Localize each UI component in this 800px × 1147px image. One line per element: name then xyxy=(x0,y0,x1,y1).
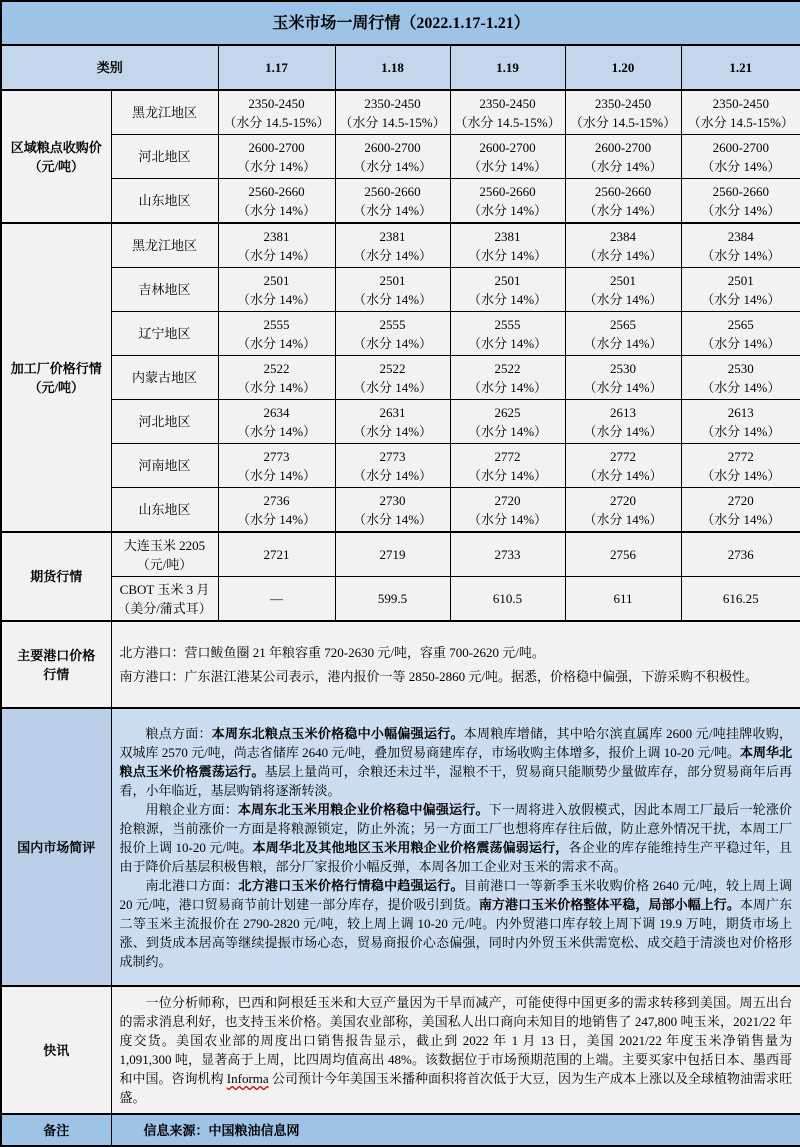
price-cell: 2730 （水分 14%） xyxy=(335,488,450,533)
bold-run: 本周华北粮点玉米价格震荡运行。 xyxy=(119,744,793,779)
column-header-date-1: 1.17 xyxy=(218,45,335,90)
section-label-futures: 期货行情 xyxy=(1,532,111,621)
row-name: 河南地区 xyxy=(111,444,218,488)
text-run: 用粮企业方面： xyxy=(145,801,238,817)
price-cell: 2600-2700 （水分 14%） xyxy=(565,135,681,179)
text-run: 下一周将进入放假模式，因此本周工厂最后一轮涨价抢粮源，当前涨价一方面是将粮源锁定，防止外流；另一方面工厂也想将库存往后做，防止意外情况干扰，本周工厂报价上调 10-20 元/吨。 xyxy=(119,801,793,855)
info-source-text: 信息来源：中国粮油信息网 xyxy=(111,1114,800,1146)
price-cell: 2625 （水分 14%） xyxy=(450,400,565,444)
price-cell: 611 xyxy=(565,577,681,622)
paragraph xyxy=(120,800,793,876)
port-price-row xyxy=(1,621,800,708)
spellchecked-word: Informa xyxy=(226,1071,269,1086)
column-header-date-3: 1.19 xyxy=(450,45,565,90)
price-cell: 2350-2450 （水分 14.5-15%） xyxy=(565,90,681,135)
price-cell: 2756 xyxy=(565,532,681,577)
bold-run: 北方港口玉米价格行情稳中趋强运行。 xyxy=(238,877,464,893)
paragraph xyxy=(120,993,793,1107)
price-cell: 2600-2700 （水分 14%） xyxy=(681,135,800,179)
price-cell: 2600-2700 （水分 14%） xyxy=(218,135,335,179)
price-cell: 2350-2450 （水分 14.5-15%） xyxy=(218,90,335,135)
text-run: 粮点方面： xyxy=(145,725,212,741)
price-cell: 2560-2660 （水分 14%） xyxy=(218,179,335,224)
row-name: 大连玉米 2205 （元/吨） xyxy=(111,532,218,577)
price-cell: 2501 （水分 14%） xyxy=(335,268,450,312)
section-label-domestic-review: 国内市场简评 xyxy=(1,708,111,986)
price-row-processing-plant xyxy=(1,356,800,400)
price-cell: 2613 （水分 14%） xyxy=(565,400,681,444)
bold-run: 本周东北玉米用粮企业价格稳中偏强运行。 xyxy=(237,801,489,817)
column-header-date-2: 1.18 xyxy=(335,45,450,90)
text-run: 一位分析师称，巴西和阿根廷玉米和大豆产量因为干旱而减产，可能使得中国更多的需求转移到美国。周五出台的需求消息利好，也支持玉米价格。美国农业部称，美国私人出口商向未知目的地销售了 247,800 吨玉米，2021/22 年度交货。美国农业部的周度出口销售报告显示，截止到 2022 年 1 月 13 日，美国 2021/22 年度玉米净销售量为 1,091,300 吨，显著高于上周，比四周均值高出 48%。该数据位于市场预期范围的上端。主要买家中包括日本、墨西哥和中国。咨询机构 xyxy=(119,995,793,1086)
domestic-review-text xyxy=(111,708,800,986)
column-header-date-4: 1.20 xyxy=(565,45,681,90)
row-name: 山东地区 xyxy=(111,488,218,533)
price-row-processing-plant xyxy=(1,400,800,444)
table-header-row xyxy=(1,45,800,90)
row-name: 黑龙江地区 xyxy=(111,90,218,135)
price-row-processing-plant xyxy=(1,488,800,533)
price-cell: 2736 xyxy=(681,532,800,577)
note-row xyxy=(1,1114,800,1146)
price-cell: 2565 （水分 14%） xyxy=(565,312,681,356)
price-cell: 2501 （水分 14%） xyxy=(218,268,335,312)
price-row-processing-plant xyxy=(1,223,800,268)
port-line: 北方港口：营口鲅鱼圈 21 年粮容重 720-2630 元/吨，容重 700-2620 元/吨。 xyxy=(119,644,545,660)
page-title: 玉米市场一周行情（2022.1.17-1.21） xyxy=(1,1,800,45)
price-cell: 2350-2450 （水分 14.5-15%） xyxy=(450,90,565,135)
text-run: 目前港口一等新季玉米收购价格 2640 元/吨，较上周上调 20 元/吨，港口贸易商节前计划建一部分库存，提价吸引到货。 xyxy=(119,877,793,912)
text-run: 基层上量尚可，余粮还未过半，湿粮不干，贸易商只能顺势少量做库存，部分贸易商年后再看，小年临近，基层购销将逐渐转淡。 xyxy=(119,763,793,798)
row-name: 吉林地区 xyxy=(111,268,218,312)
price-cell: 2522 （水分 14%） xyxy=(335,356,450,400)
row-name: 内蒙古地区 xyxy=(111,356,218,400)
price-cell: 2350-2450 （水分 14.5-15%） xyxy=(335,90,450,135)
price-cell: 2530 （水分 14%） xyxy=(565,356,681,400)
price-cell: 2384 （水分 14%） xyxy=(681,223,800,268)
price-cell: 2721 xyxy=(218,532,335,577)
price-cell: 2631 （水分 14%） xyxy=(335,400,450,444)
price-cell: 2555 （水分 14%） xyxy=(335,312,450,356)
price-row-futures xyxy=(1,577,800,622)
price-cell: 2720 （水分 14%） xyxy=(565,488,681,533)
price-cell: 2381 （水分 14%） xyxy=(335,223,450,268)
price-cell: 2772 （水分 14%） xyxy=(450,444,565,488)
section-label-news-flash: 快讯 xyxy=(1,986,111,1114)
row-name: 河北地区 xyxy=(111,400,218,444)
price-cell: 2501 （水分 14%） xyxy=(681,268,800,312)
price-cell: 2600-2700 （水分 14%） xyxy=(450,135,565,179)
price-cell: 616.25 xyxy=(681,577,800,622)
price-cell: 2555 （水分 14%） xyxy=(218,312,335,356)
price-cell: 2381 （水分 14%） xyxy=(218,223,335,268)
paragraph xyxy=(120,724,793,800)
paragraph xyxy=(120,876,793,971)
price-row-processing-plant xyxy=(1,268,800,312)
price-cell: 2555 （水分 14%） xyxy=(450,312,565,356)
price-cell: 2772 （水分 14%） xyxy=(565,444,681,488)
price-cell: 2522 （水分 14%） xyxy=(218,356,335,400)
port-price-text xyxy=(111,621,800,708)
price-row-processing-plant xyxy=(1,312,800,356)
price-cell: 2773 （水分 14%） xyxy=(218,444,335,488)
price-cell: 2613 （水分 14%） xyxy=(681,400,800,444)
row-name: 辽宁地区 xyxy=(111,312,218,356)
price-cell: 2560-2660 （水分 14%） xyxy=(681,179,800,224)
price-cell: 2634 （水分 14%） xyxy=(218,400,335,444)
price-cell: 2530 （水分 14%） xyxy=(681,356,800,400)
text-run: 各企业的库存能维持生产平稳过年，且由于降价后基层积极售粮，部分厂家报价小幅反弹，本周各加工企业对玉米的需求不高。 xyxy=(119,839,793,874)
news-flash-text xyxy=(111,986,800,1114)
bold-run: 本周东北粮点玉米价格稳中小幅偏强运行。 xyxy=(211,725,464,741)
column-header-category: 类别 xyxy=(1,45,218,90)
price-cell: 599.5 xyxy=(335,577,450,622)
price-cell: 2560-2660 （水分 14%） xyxy=(450,179,565,224)
row-name: 山东地区 xyxy=(111,179,218,224)
text-run: 本周广东二等玉米主流报价在 2790-2820 元/吨，较上周上调 10-20 元/吨。内外贸港口库存较上周下调 19.9 万吨，期货市场上涨、到货成本居高等继续提振市场心态，贸易商报价心态偏强，同时内外贸玉米供需宽松、成交趋于清淡也对价格形成制约。 xyxy=(119,896,793,969)
price-cell: 2522 （水分 14%） xyxy=(450,356,565,400)
price-cell: 2560-2660 （水分 14%） xyxy=(335,179,450,224)
price-row-processing-plant xyxy=(1,444,800,488)
section-label-processing-plant: 加工厂价格行情 （元/吨） xyxy=(1,223,111,532)
price-cell: 610.5 xyxy=(450,577,565,622)
price-cell: 2560-2660 （水分 14%） xyxy=(565,179,681,224)
price-cell: 2772 （水分 14%） xyxy=(681,444,800,488)
port-line: 南方港口：广东湛江港某公司表示，港内报价一等 2850-2860 元/吨。据悉，价格稳中偏强，下游采购不积极性。 xyxy=(119,668,758,684)
text-run: 南北港口方面： xyxy=(145,877,239,893)
section-label-note: 备注 xyxy=(1,1114,111,1146)
price-cell: 2773 （水分 14%） xyxy=(335,444,450,488)
price-cell: 2565 （水分 14%） xyxy=(681,312,800,356)
price-cell: — xyxy=(218,577,335,622)
row-name: CBOT 玉米 3 月 （美分/蒲式耳） xyxy=(111,577,218,622)
column-header-date-5: 1.21 xyxy=(681,45,800,90)
price-row-futures xyxy=(1,532,800,577)
price-row-regional-purchase xyxy=(1,135,800,179)
price-cell: 2720 （水分 14%） xyxy=(450,488,565,533)
price-cell: 2501 （水分 14%） xyxy=(450,268,565,312)
price-row-regional-purchase xyxy=(1,179,800,224)
section-label-port-prices: 主要港口价格 行情 xyxy=(1,621,111,708)
price-cell: 2736 （水分 14%） xyxy=(218,488,335,533)
text-run: 本周粮库增储，其中哈尔滨直属库 2600 元/吨挂牌收购，双城库 2570 元/吨，尚志省储库 2640 元/吨，叠加贸易商建库存，市场收购主体增多，报价上调 10-20 元/吨。 xyxy=(119,725,793,760)
price-cell: 2381 （水分 14%） xyxy=(450,223,565,268)
price-cell: 2384 （水分 14%） xyxy=(565,223,681,268)
price-cell: 2719 xyxy=(335,532,450,577)
price-cell: 2720 （水分 14%） xyxy=(681,488,800,533)
price-cell: 2350-2450 （水分 14.5-15%） xyxy=(681,90,800,135)
price-cell: 2733 xyxy=(450,532,565,577)
price-row-regional-purchase xyxy=(1,90,800,135)
table-title-row xyxy=(1,1,800,45)
news-flash-row xyxy=(1,986,800,1114)
section-label-regional-purchase: 区域粮点收购价 （元/吨） xyxy=(1,90,111,223)
row-name: 黑龙江地区 xyxy=(111,223,218,268)
bold-run: 本周华北及其他地区玉米用粮企业价格震荡偏弱运行， xyxy=(252,839,569,855)
price-cell: 2600-2700 （水分 14%） xyxy=(335,135,450,179)
price-cell: 2501 （水分 14%） xyxy=(565,268,681,312)
text-run: 公司预计今年美国玉米播种面积将首次低于大豆，因为生产成本上涨以及全球植物油需求旺盛。 xyxy=(119,1071,793,1105)
domestic-market-review-row xyxy=(1,708,800,986)
row-name: 河北地区 xyxy=(111,135,218,179)
bold-run: 南方港口玉米价格整体平稳，局部小幅上行。 xyxy=(478,896,740,912)
